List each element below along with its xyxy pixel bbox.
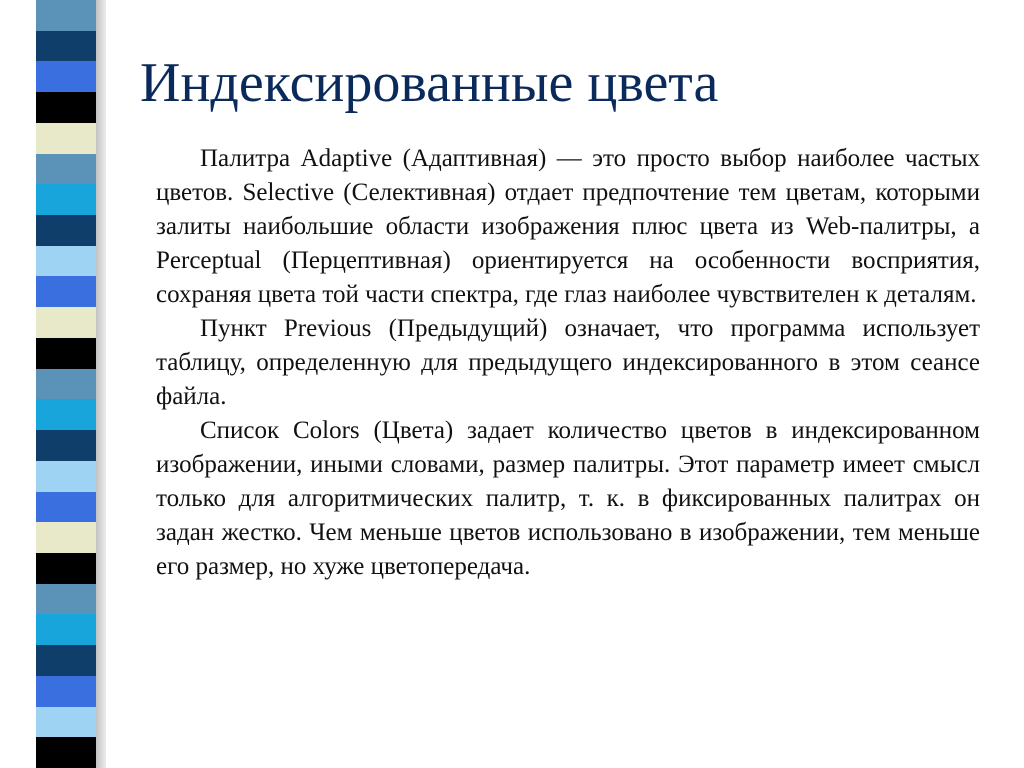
stripe-band (36, 676, 96, 708)
decorative-stripe-bar (36, 0, 96, 768)
paragraph-colors-count: Список Colors (Цвета) задает количество цветов в индексированном изображении, иными словами, размер палитры. Этот параметр имеет смысл только для алгоритмических палитр, т. к. в фиксированных палитрах он задан жестко. Чем меньше цветов использовано в изображении, тем меньше его размер, но хуже цветопередача. (156, 417, 980, 580)
stripe-band (36, 707, 96, 739)
stripe-band (36, 492, 96, 524)
stripe-band (36, 461, 96, 493)
stripe-band (36, 338, 96, 370)
stripe-band (36, 307, 96, 339)
paragraph-previous: Пункт Previous (Предыдущий) означает, что программа использует таблицу, определенную для предыдущего индексированного в этом сеансе файла. (156, 315, 980, 410)
stripe-band (36, 154, 96, 186)
stripe-band (36, 215, 96, 247)
stripe-band (36, 614, 96, 646)
stripe-band (36, 369, 96, 401)
slide-body (156, 142, 980, 584)
stripe-band (36, 553, 96, 585)
stripe-band (36, 645, 96, 677)
stripe-band (36, 0, 96, 32)
stripe-band (36, 737, 96, 768)
stripe-band (36, 276, 96, 308)
stripe-band (36, 399, 96, 431)
stripe-band (36, 584, 96, 616)
stripe-band (36, 31, 96, 63)
stripe-band (36, 61, 96, 93)
stripe-band (36, 123, 96, 155)
stripe-band (36, 92, 96, 124)
stripe-band (36, 184, 96, 216)
stripe-band (36, 430, 96, 462)
paragraph-palette-types: Палитра Adaptive (Адаптивная) — это просто выбор наиболее частых цветов. Selective (Селективная) отдает предпочтение тем цветам, которыми залиты наибольшие области изображения плюс цвета из Web-палитры, а Perceptual (Перцептивная) ориентируется на особенности восприятия, сохраняя цвета той части спектра, где глаз наиболее чувствителен к деталям. (156, 145, 980, 308)
slide-title: Индексированные цвета (140, 52, 719, 114)
stripe-band (36, 246, 96, 278)
stripe-band (36, 522, 96, 554)
